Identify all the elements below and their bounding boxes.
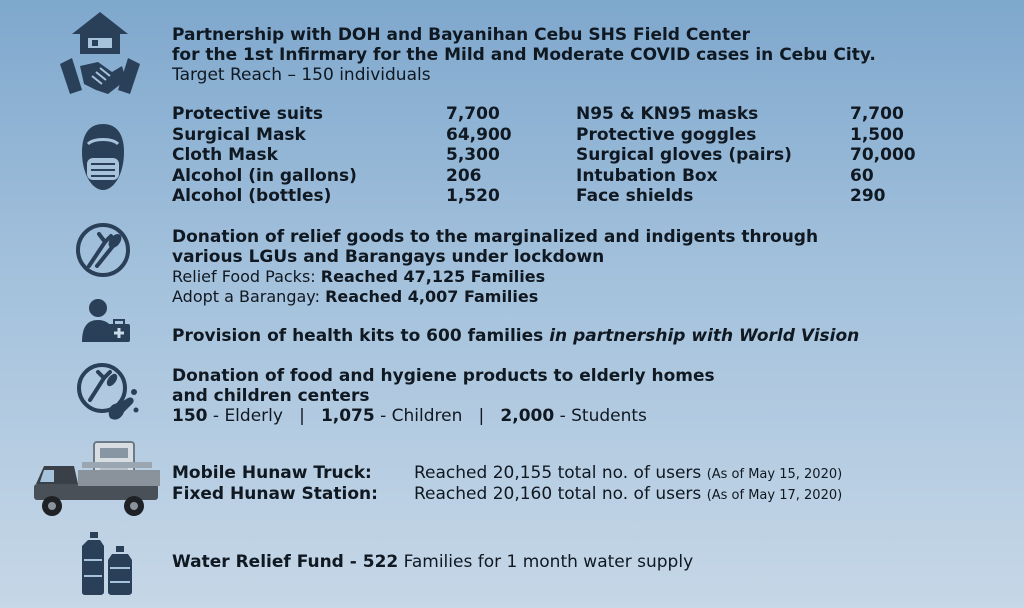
house-handshake-icon (58, 10, 142, 98)
stat-separator: | (299, 406, 305, 426)
hunaw-station-row (172, 484, 843, 505)
hunaw-station-date: (As of May 17, 2020) (706, 488, 843, 503)
supply-name: Protective goggles (576, 124, 757, 145)
supplies-right-names (576, 104, 792, 207)
relief-adopt: Adopt a Barangay: Reached 4,007 Families (172, 287, 539, 306)
water-count: 522 (362, 552, 399, 572)
food-hygiene-icon (76, 362, 140, 424)
supply-name: Face shields (576, 186, 694, 206)
partnership-line-1: Partnership with DOH and Bayanihan Cebu SHS Field Center (172, 25, 751, 45)
hunaw-station-label: Fixed Hunaw Station: (172, 484, 378, 504)
health-kits-partner: in partnership with World Vision (549, 326, 860, 346)
hunaw-truck-row (172, 463, 843, 484)
face-mask-icon (78, 122, 128, 194)
elderly-stats (172, 406, 715, 426)
relief-line-2: various LGUs and Barangays under lockdown (172, 247, 605, 267)
health-worker-icon (80, 298, 132, 344)
stat-separator: | (478, 406, 485, 426)
supply-qty: 1,500 (850, 124, 904, 145)
elderly-line-1: Donation of food and hygiene products to elderly homes (172, 366, 715, 386)
water-label: Water Relief Fund - (172, 552, 363, 572)
children-count: 1,075 (320, 406, 375, 426)
supply-qty: 70,000 (850, 145, 916, 165)
supply-name: Alcohol (in gallons) (172, 165, 357, 186)
hunaw-truck-label: Mobile Hunaw Truck: (172, 463, 372, 483)
health-kits-text: Provision of health kits to 600 families (172, 326, 550, 346)
health-kits-line (172, 326, 859, 346)
partnership-target: Target Reach – 150 individuals (172, 65, 431, 85)
supplies-left-names (172, 104, 357, 207)
supplies-right-qty (850, 104, 916, 207)
partnership-line-2: for the 1st Infirmary for the Mild and Moderate COVID cases in Cebu City. (172, 45, 876, 65)
relief-adopt-label: Adopt a Barangay (172, 287, 315, 306)
relief-line-1: Donation of relief goods to the marginalized and indigents through (172, 227, 819, 247)
supply-qty: 60 (850, 165, 874, 186)
relief-section (172, 227, 818, 307)
water-relief-line (172, 552, 693, 572)
supply-qty: 7,700 (446, 104, 500, 124)
fork-spoon-icon (75, 222, 131, 278)
elderly-label: - Elderly (207, 406, 283, 426)
supply-name: Surgical Mask (172, 124, 306, 145)
hunaw-truck-icon (30, 440, 162, 526)
supply-qty: 290 (850, 186, 886, 206)
students-count: 2,000 (500, 406, 555, 426)
hunaw-station-value: Reached 20,160 total no. of users (414, 484, 702, 504)
supply-qty: 64,900 (446, 124, 512, 145)
supply-qty: 206 (446, 165, 482, 186)
water-text: Families for 1 month water supply (398, 552, 694, 572)
elderly-line-2: and children centers (172, 386, 370, 406)
relief-adopt-value: Reached 4,007 Families (325, 287, 539, 306)
relief-food-value: Reached 47,125 Families (320, 267, 546, 286)
supply-name: N95 & KN95 masks (576, 104, 759, 124)
supply-name: Cloth Mask (172, 145, 278, 165)
hunaw-truck-value: Reached 20,155 total no. of users (414, 463, 702, 483)
relief-food-label: Relief Food Packs (172, 267, 311, 286)
elderly-count: 150 (172, 406, 208, 426)
supply-name: Alcohol (bottles) (172, 186, 332, 206)
hunaw-truck-date: (As of May 15, 2020) (706, 467, 843, 482)
children-label: - Children (374, 406, 463, 426)
relief-food: Relief Food Packs: Reached 47,125 Families (172, 267, 546, 286)
supplies-left-qty (446, 104, 512, 207)
elderly-section (172, 366, 715, 426)
supply-qty: 7,700 (850, 104, 904, 124)
supply-qty: 5,300 (446, 145, 500, 165)
supply-name: Intubation Box (576, 165, 718, 186)
students-label: - Students (554, 406, 647, 426)
water-jug-icon (80, 532, 136, 596)
supply-name: Surgical gloves (pairs) (576, 145, 792, 165)
supply-name: Protective suits (172, 104, 324, 124)
partnership-section (172, 25, 1012, 85)
hunaw-section (172, 463, 843, 505)
supply-qty: 1,520 (446, 186, 500, 206)
